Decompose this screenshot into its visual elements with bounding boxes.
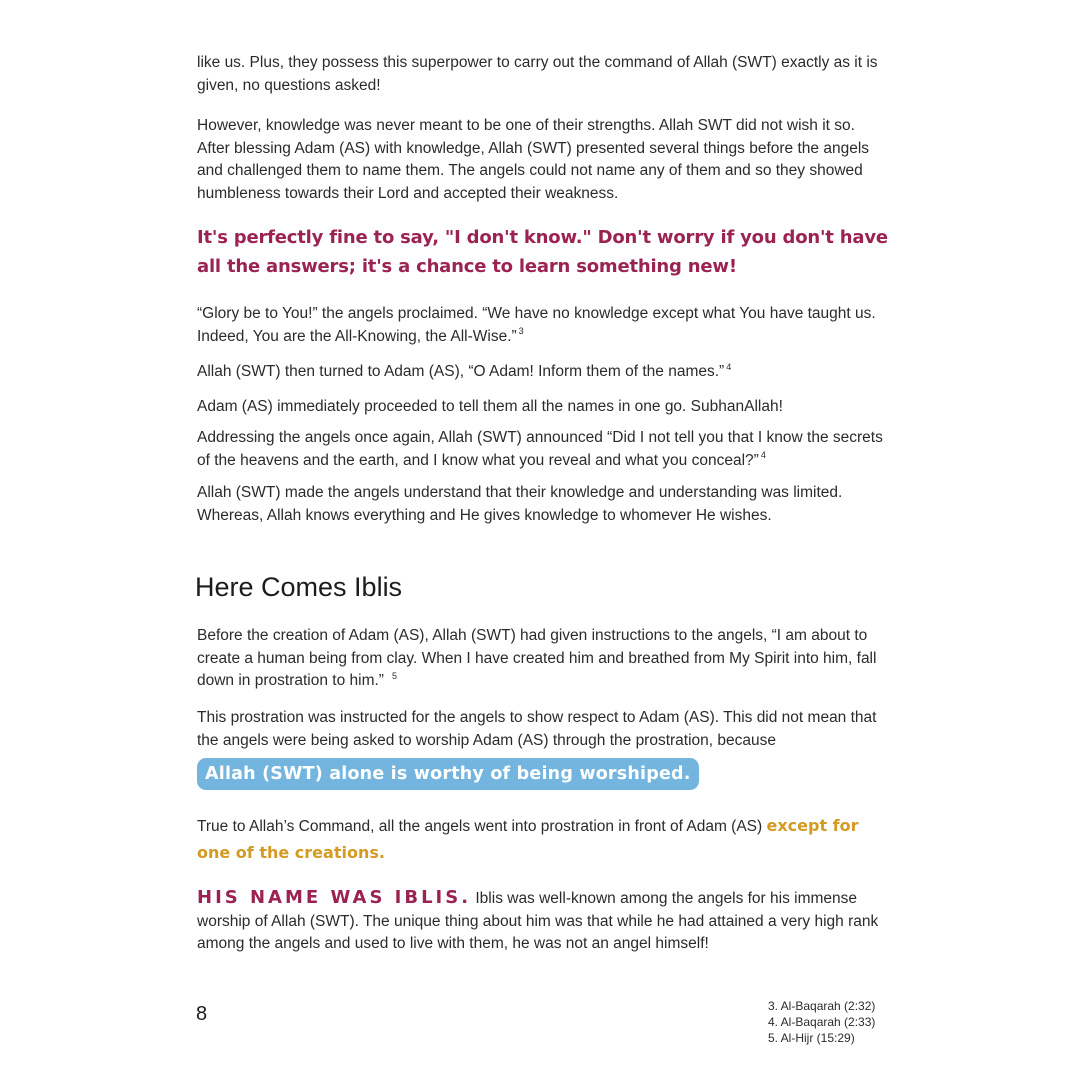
paragraph (197, 482, 887, 527)
paragraph-text: True to Allah’s Command, all the angels went into prostration in front of Adam (AS) (197, 818, 763, 835)
paragraph-text: This prostration was instructed for the angels to show respect to Adam (AS). This did not mean that the angels were being asked to worship Adam (AS) through the prostration, because (197, 709, 877, 749)
paragraph (197, 813, 887, 867)
paragraph-text: However, knowledge was never meant to be one of their strengths. Allah SWT did not wish it so. After blessing Adam (AS) with knowledge, Allah (SWT) presented several things before the angels and challenged them to name them. The angels could not name any of them and so they showed humbleness towards their Lord and accepted their weakness. (197, 117, 870, 202)
paragraph (197, 115, 887, 205)
paragraph-text: Allah (SWT) made the angels understand that their knowledge and understanding was limited. Whereas, Allah knows everything and He gives knowledge to whomever He wishes. (197, 484, 843, 524)
paragraph-text: “Glory be to You!” the angels proclaimed. “We have no knowledge except what You have taught us. Indeed, You are the All-Knowing, the All-Wise.” (197, 305, 876, 345)
footnote-ref: 4 (760, 450, 766, 461)
paragraph (197, 887, 887, 956)
footnotes (768, 998, 875, 1046)
footnote-ref: 5 (391, 670, 397, 681)
page-number: 8 (196, 1003, 208, 1025)
paragraph (197, 303, 887, 348)
footnote-ref: 3 (518, 326, 524, 337)
paragraph-text: Iblis was well-known among the angels for his immense worship of Allah (SWT). The unique thing about him was that while he had attained a very high rank among the angels and used to live with them, he was not an angel himself! (197, 890, 879, 952)
highlight-text: except for one of the creations. (197, 816, 859, 862)
paragraph (197, 427, 887, 472)
footnote-ref: 4 (726, 361, 732, 372)
paragraph (197, 52, 887, 97)
lead-in-text: HIS NAME WAS IBLIS. (197, 887, 472, 908)
highlight-pill: Allah (SWT) alone is worthy of being worshiped. (197, 758, 699, 790)
paragraph (197, 361, 887, 384)
paragraph-text: Before the creation of Adam (AS), Allah (SWT) had given instructions to the angels, “I am about to create a human being from clay. When I have created him and breathed from My Spirit into him, fall down in prostration to him.” (197, 627, 877, 689)
paragraph-text: Allah (SWT) then turned to Adam (AS), “O Adam! Inform them of the names.” (197, 363, 725, 380)
paragraph-text: Addressing the angels once again, Allah (SWT) announced “Did I not tell you that I know the secrets of the heavens and the earth, and I know what you reveal and what you conceal?” (197, 429, 883, 469)
footnote: 5. Al-Hijr (15:29) (768, 1031, 855, 1045)
paragraph (197, 396, 887, 419)
callout-quote: It's perfectly fine to say, "I don't know." Don't worry if you don't have all the answers; it's a chance to learn something new! (197, 227, 888, 277)
footnote: 3. Al-Baqarah (2:32) (768, 999, 876, 1013)
footnote: 4. Al-Baqarah (2:33) (768, 1015, 876, 1029)
paragraph-text: Adam (AS) immediately proceeded to tell them all the names in one go. SubhanAllah! (197, 398, 783, 415)
paragraph (197, 707, 887, 752)
paragraph (197, 625, 887, 693)
section-heading: Here Comes Iblis (195, 572, 403, 602)
paragraph-text: like us. Plus, they possess this superpower to carry out the command of Allah (SWT) exactly as it is given, no questions asked! (197, 54, 878, 94)
